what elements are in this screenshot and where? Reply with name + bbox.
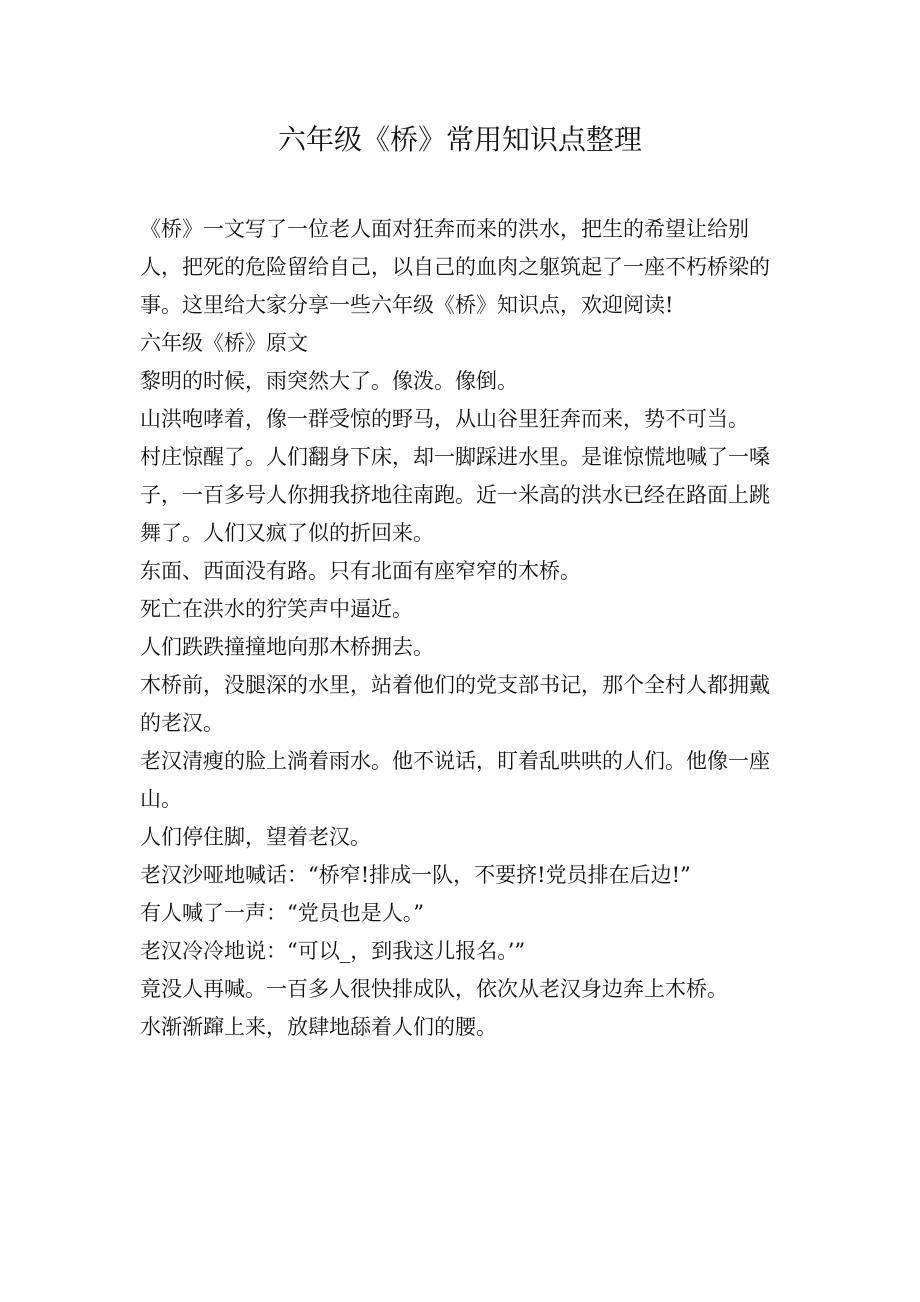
paragraph: 村庄惊醒了。人们翻身下床，却一脚踩进水里。是谁惊慌地喊了一嗓子，一百多号人你拥我挤地往南跑。近一米高的洪水已经在路面上跳舞了。人们又疯了似的折回来。 xyxy=(140,445,770,545)
paragraph: 东面、西面没有路。只有北面有座窄窄的木桥。 xyxy=(140,559,581,583)
paragraph: 竟没人再喊。一百多人很快排成队，依次从老汉身边奔上木桥。 xyxy=(140,977,728,1001)
paragraph: 人们停住脚，望着老汉。 xyxy=(140,825,371,849)
paragraph: 老汉冷冷地说：“可以_，到我这儿报名。’” xyxy=(140,939,526,963)
paragraph-section-heading: 六年级《桥》原文 xyxy=(140,331,308,355)
paragraph: 老汉沙哑地喊话：“桥窄!排成一队，不要挤!党员排在后边!” xyxy=(140,863,691,887)
paragraph: 水渐渐蹿上来，放肆地舔着人们的腰。 xyxy=(140,1015,497,1039)
paragraph: 死亡在洪水的狞笑声中逼近。 xyxy=(140,597,413,621)
document-title: 六年级《桥》常用知识点整理 xyxy=(277,123,642,156)
paragraph: 有人喊了一声：“党员也是人。” xyxy=(140,901,424,925)
paragraph-intro: 《桥》一文写了一位老人面对狂奔而来的洪水，把生的希望让给别人，把死的危险留给自己，以自己的血肉之躯筑起了一座不朽桥梁的事。这里给大家分享一些六年级《桥》知识点，欢迎阅读! xyxy=(140,217,770,317)
document-body xyxy=(140,210,780,1046)
paragraph: 木桥前，没腿深的水里，站着他们的党支部书记，那个全村人都拥戴的老汉。 xyxy=(140,673,770,735)
paragraph: 山洪咆哮着，像一群受惊的野马，从山谷里狂奔而来，势不可当。 xyxy=(140,407,749,431)
paragraph: 老汉清瘦的脸上淌着雨水。他不说话，盯着乱哄哄的人们。他像一座山。 xyxy=(140,749,770,811)
paragraph: 人们跌跌撞撞地向那木桥拥去。 xyxy=(140,635,434,659)
paragraph: 黎明的时候，雨突然大了。像泼。像倒。 xyxy=(140,369,518,393)
